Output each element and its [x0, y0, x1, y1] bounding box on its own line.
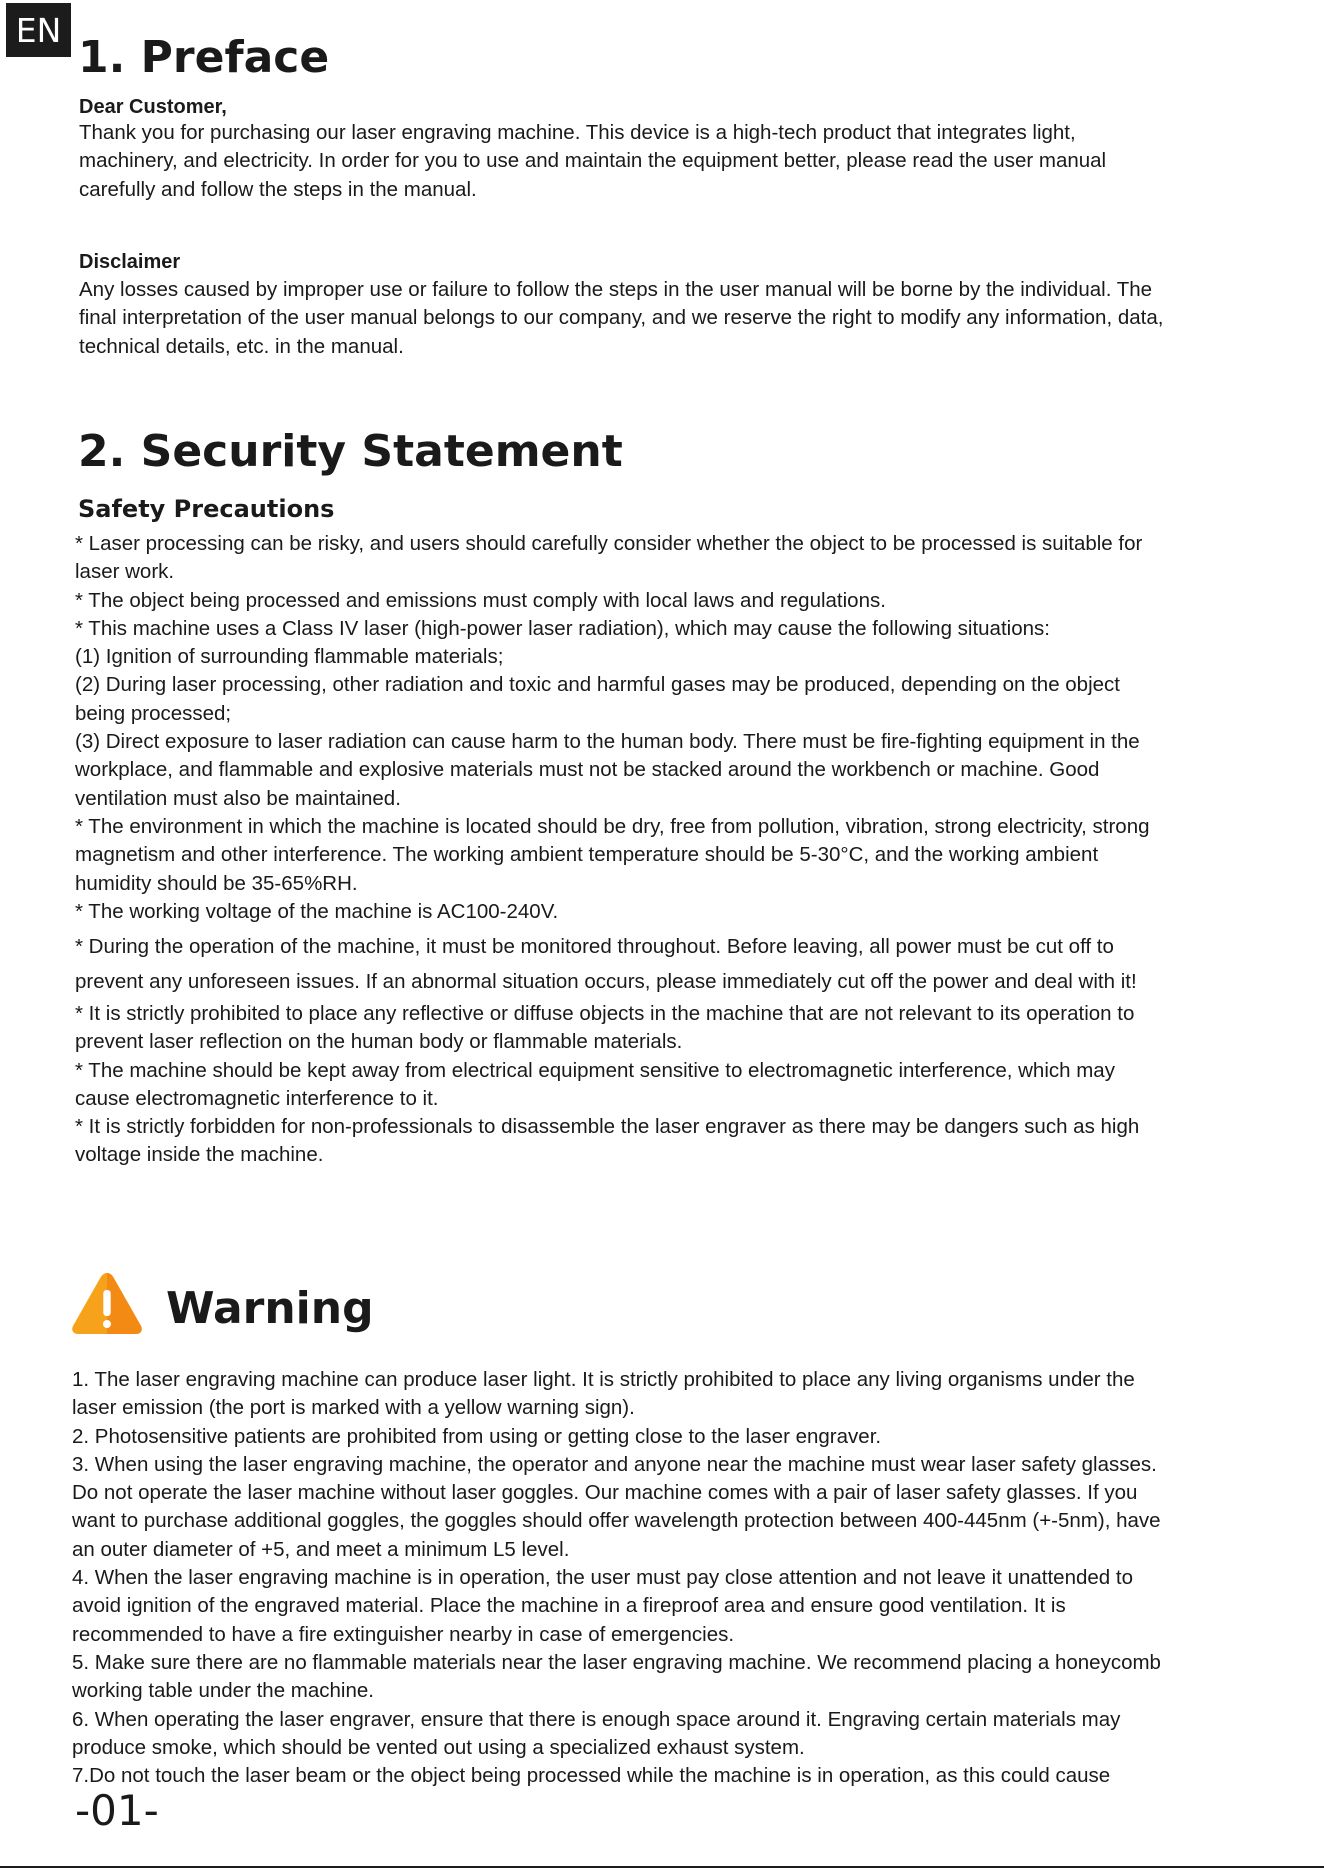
disclaimer-text: [79, 276, 1163, 361]
text-line: * It is strictly prohibited to place any reflective or diffuse objects in the machine that are not relevant to its operation to: [75, 1002, 1135, 1025]
text-line: Any losses caused by improper use or failure to follow the steps in the user manual will be borne by the individual. The: [79, 278, 1153, 301]
text-line: final interpretation of the user manual belongs to our company, and we reserve the right to modify any information, data,: [79, 306, 1164, 330]
safety-precautions-list: [75, 530, 1150, 926]
text-line: cause electromagnetic interference to it.: [75, 1086, 439, 1110]
text-line: workplace, and flammable and explosive materials must not be stacked around the workbench or machine. Good: [75, 758, 1100, 782]
text-line: laser emission (the port is marked with a yellow warning sign).: [72, 1396, 635, 1420]
text-line: Do not operate the laser machine without laser goggles. Our machine comes with a pair of laser safety glasses. If you: [72, 1481, 1138, 1505]
text-line: * It is strictly forbidden for non-professionals to disassemble the laser engraver as there may be dangers such as high: [75, 1115, 1140, 1139]
text-line: 5. Make sure there are no flammable materials near the laser engraving machine. We recommend placing a honeycomb: [72, 1650, 1161, 1674]
text-line: * The environment in which the machine is located should be dry, free from pollution, vibration, strong electricity, strong: [75, 814, 1150, 838]
text-line: 2. Photosensitive patients are prohibited from using or getting close to the laser engraver.: [72, 1424, 882, 1448]
text-line: ventilation must also be maintained.: [75, 786, 401, 810]
text-line: prevent any unforeseen issues. If an abnormal situation occurs, please immediately cut off the power and deal with it!: [75, 969, 1137, 993]
text-line: * Laser processing can be risky, and users should carefully consider whether the object to be processed is suitable for: [75, 532, 1143, 555]
text-line: prevent laser reflection on the human body or flammable materials.: [75, 1030, 683, 1054]
text-line: * The working voltage of the machine is AC100-240V.: [75, 899, 559, 923]
text-line: 1. The laser engraving machine can produce laser light. It is strictly prohibited to place any living organisms under the: [72, 1368, 1135, 1391]
text-line: (3) Direct exposure to laser radiation can cause harm to the human body. There must be fire-fighting equipment in the: [75, 730, 1140, 754]
greeting: Dear Customer,: [79, 96, 227, 118]
text-line: (1) Ignition of surrounding flammable materials;: [75, 645, 504, 669]
preface-heading: 1. Preface: [78, 32, 330, 83]
warning-list: [72, 1366, 1161, 1790]
text-line: Thank you for purchasing our laser engraving machine. This device is a high-tech product that integrates light,: [79, 121, 1076, 144]
text-line: recommended to have a fire extinguisher nearby in case of emergencies.: [72, 1622, 735, 1646]
text-line: humidity should be 35-65%RH.: [75, 871, 358, 895]
text-line: avoid ignition of the engraved material. Place the machine in a fireproof area and ensure good ventilation. It is: [72, 1594, 1066, 1618]
text-line: voltage inside the machine.: [75, 1143, 324, 1167]
text-line: technical details, etc. in the manual.: [79, 334, 404, 358]
preface-intro: [79, 119, 1106, 204]
text-line: 7.Do not touch the laser beam or the object being processed while the machine is in operation, as this could cause: [72, 1764, 1111, 1788]
disclaimer-label: Disclaimer: [79, 251, 181, 273]
warning-triangle-icon: [70, 1270, 144, 1336]
text-line: working table under the machine.: [72, 1679, 374, 1703]
text-line: * This machine uses a Class IV laser (high-power laser radiation), which may cause the following situations:: [75, 616, 1050, 640]
text-line: machinery, and electricity. In order for you to use and maintain the equipment better, please read the user manual: [79, 149, 1107, 173]
security-heading: 2. Security Statement: [78, 426, 623, 477]
text-line: 4. When the laser engraving machine is in operation, the user must pay close attention and not leave it unattended to: [72, 1566, 1133, 1590]
safety-precautions-heading: Safety Precautions: [78, 495, 335, 523]
warning-heading: Warning: [166, 1283, 374, 1334]
safety-monitoring-note: [75, 930, 1137, 999]
safety-precautions-list-continued: [75, 1000, 1139, 1170]
text-line: 3. When using the laser engraving machine, the operator and anyone near the machine must wear laser safety glasses.: [72, 1452, 1157, 1476]
text-line: * The machine should be kept away from electrical equipment sensitive to electromagnetic interference, which may: [75, 1058, 1115, 1082]
text-line: laser work.: [75, 560, 175, 584]
language-badge: EN: [6, 3, 71, 57]
page-number: -01-: [75, 1786, 159, 1835]
text-line: carefully and follow the steps in the manual.: [79, 177, 477, 201]
text-line: an outer diameter of +5, and meet a minimum L5 level.: [72, 1537, 570, 1561]
bottom-rule: [0, 1866, 1324, 1868]
text-line: (2) During laser processing, other radiation and toxic and harmful gases may be produced, depending on the object: [75, 673, 1120, 697]
text-line: being processed;: [75, 701, 232, 725]
text-line: want to purchase additional goggles, the goggles should offer wavelength protection between 400-445nm (+-5nm), have: [72, 1509, 1161, 1533]
text-line: magnetism and other interference. The working ambient temperature should be 5-30°C, and the working ambient: [75, 843, 1099, 867]
text-line: * During the operation of the machine, it must be monitored throughout. Before leaving, all power must be cut off to: [75, 935, 1114, 958]
text-line: 6. When operating the laser engraver, ensure that there is enough space around it. Engraving certain materials may: [72, 1707, 1121, 1731]
text-line: produce smoke, which should be vented out using a specialized exhaust system.: [72, 1735, 805, 1759]
text-line: * The object being processed and emissions must comply with local laws and regulations.: [75, 588, 886, 612]
